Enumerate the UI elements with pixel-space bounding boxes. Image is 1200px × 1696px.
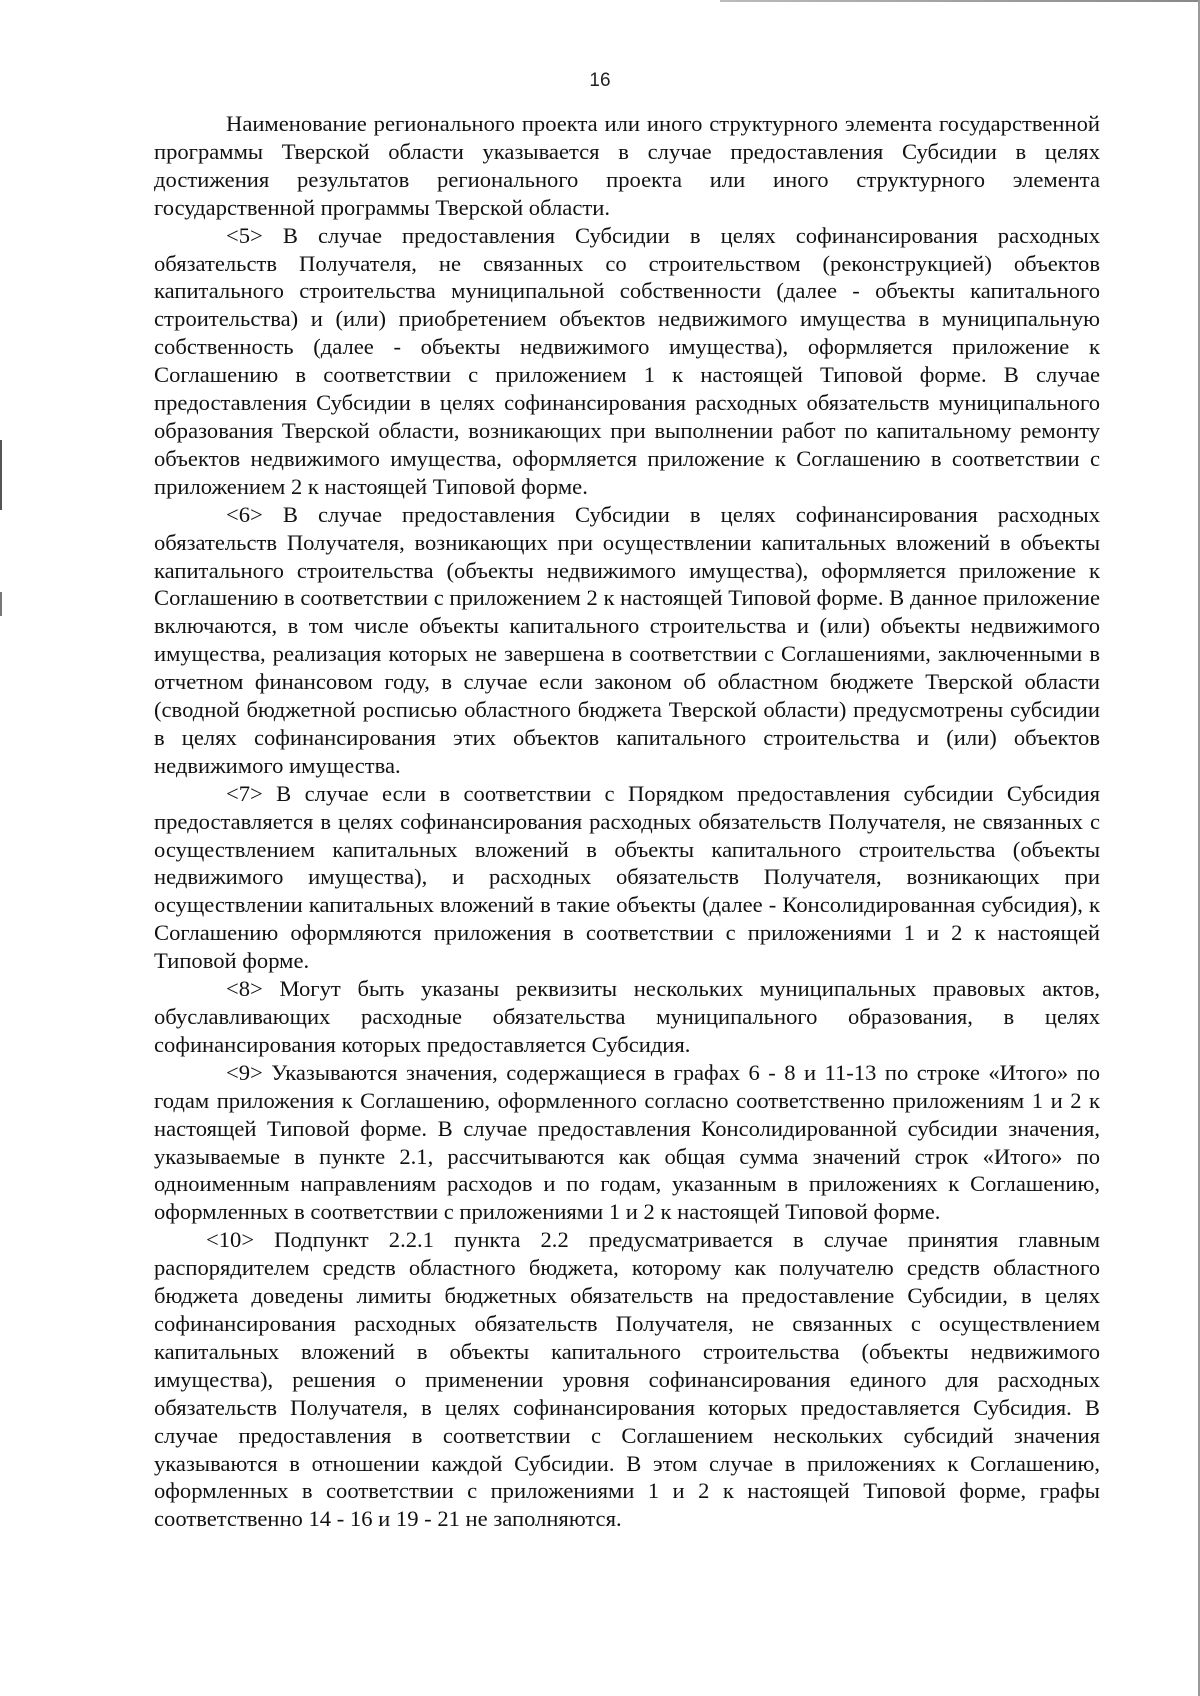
- paragraph-project-name: Наименование регионального проекта или иного структурного элемента государственной программы Тверской области указывается в случае предоставления Субсидии в целях достижения результатов регионального проекта или иного структурного элемента государственной программы Тверской области.: [154, 111, 1100, 220]
- scan-mark-left: [0, 440, 2, 510]
- page-number: 16: [589, 70, 611, 91]
- footnote-9: <9> Указываются значения, содержащиеся в графах 6 - 8 и 11-13 по строке «Итого» по годам приложения к Соглашению, оформленного согласно соответственно приложениям 1 и 2 к настоящей Типовой форме. В случае предоставления Консолидированной субсидии значения, указываемые в пункте 2.1, рассчитываются как общая сумма значений строк «Итого» по одноименным направлениям расходов и по годам, указанным в приложениях к Соглашению, оформленных в соответствии с приложениями 1 и 2 к настоящей Типовой форме.: [154, 1059, 1100, 1225]
- scan-edge-top: [0, 0, 1200, 2]
- footnote-8: <8> Могут быть указаны реквизиты нескольких муниципальных правовых актов, обуславливающих расходные обязательства муниципального образования, в целях софинансирования которых предоставляется Субсидия.: [154, 976, 1100, 1057]
- scan-mark-left-lower: [0, 592, 2, 616]
- footnote-6: <6> В случае предоставления Субсидии в целях софинансирования расходных обязательств Получателя, возникающих при осуществлении капитальных вложений в объекты капитального строительства (объекты недвижимого имущества), оформляется приложение к Соглашению в соответствии с приложением 2 к настоящей Типовой форме. В данное приложение включаются, в том числе объекты капитального строительства и (или) объекты недвижимого имущества, реализация которых не завершена в соответствии с Соглашениями, заключенными в отчетном финансовом году, в случае если законом об областном бюджете Тверской области (сводной бюджетной росписью областного бюджета Тверской области) предусмотрены субсидии в целях софинансирования этих объектов капитального строительства и (или) объектов недвижимого имущества.: [154, 501, 1100, 778]
- footnote-7: <7> В случае если в соответствии с Порядком предоставления субсидии Субсидия предоставляется в целях софинансирования расходных обязательств Получателя, не связанных с осуществлением капитальных вложений в объекты капитального строительства (объекты недвижимого имущества), и расходных обязательств Получателя, возникающих при осуществлении капитальных вложений в такие объекты (далее - Консолидированная субсидия), к Соглашению оформляются приложения в соответствии с приложениями 1 и 2 к настоящей Типовой форме.: [154, 780, 1100, 974]
- document-body: [154, 110, 1100, 1533]
- footnote-5: <5> В случае предоставления Субсидии в целях софинансирования расходных обязательств Получателя, не связанных со строительством (реконструкцией) объектов капитального строительства муниципальной собственности (далее - объекты капитального строительства) и (или) приобретением объектов недвижимого имущества в муниципальную собственность (далее - объекты недвижимого имущества), оформляется приложение к Соглашению в соответствии с приложением 1 к настоящей Типовой форме. В случае предоставления Субсидии в целях софинансирования расходных обязательств муниципального образования Тверской области, возникающих при выполнении работ по капитальному ремонту объектов недвижимого имущества, оформляется приложение к Соглашению в соответствии с приложением 2 к настоящей Типовой форме.: [154, 222, 1100, 499]
- footnote-10: <10> Подпункт 2.2.1 пункта 2.2 предусматривается в случае принятия главным распорядителем средств областного бюджета, которому как получателю средств областного бюджета доведены лимиты бюджетных обязательств на предоставление Субсидии, в целях софинансирования расходных обязательств Получателя, не связанных с осуществлением капитальных вложений в объекты капитального строительства (объекты недвижимого имущества), решения о применении уровня софинансирования единого для расходных обязательств Получателя, в целях софинансирования которых предоставляется Субсидия. В случае предоставления в соответствии с Соглашением нескольких субсидий значения указываются в отношении каждой Субсидии. В этом случае в приложениях к Соглашению, оформленных в соответствии с приложениями 1 и 2 к настоящей Типовой форме, графы соответственно 14 - 16 и 19 - 21 не заполняются.: [154, 1227, 1100, 1532]
